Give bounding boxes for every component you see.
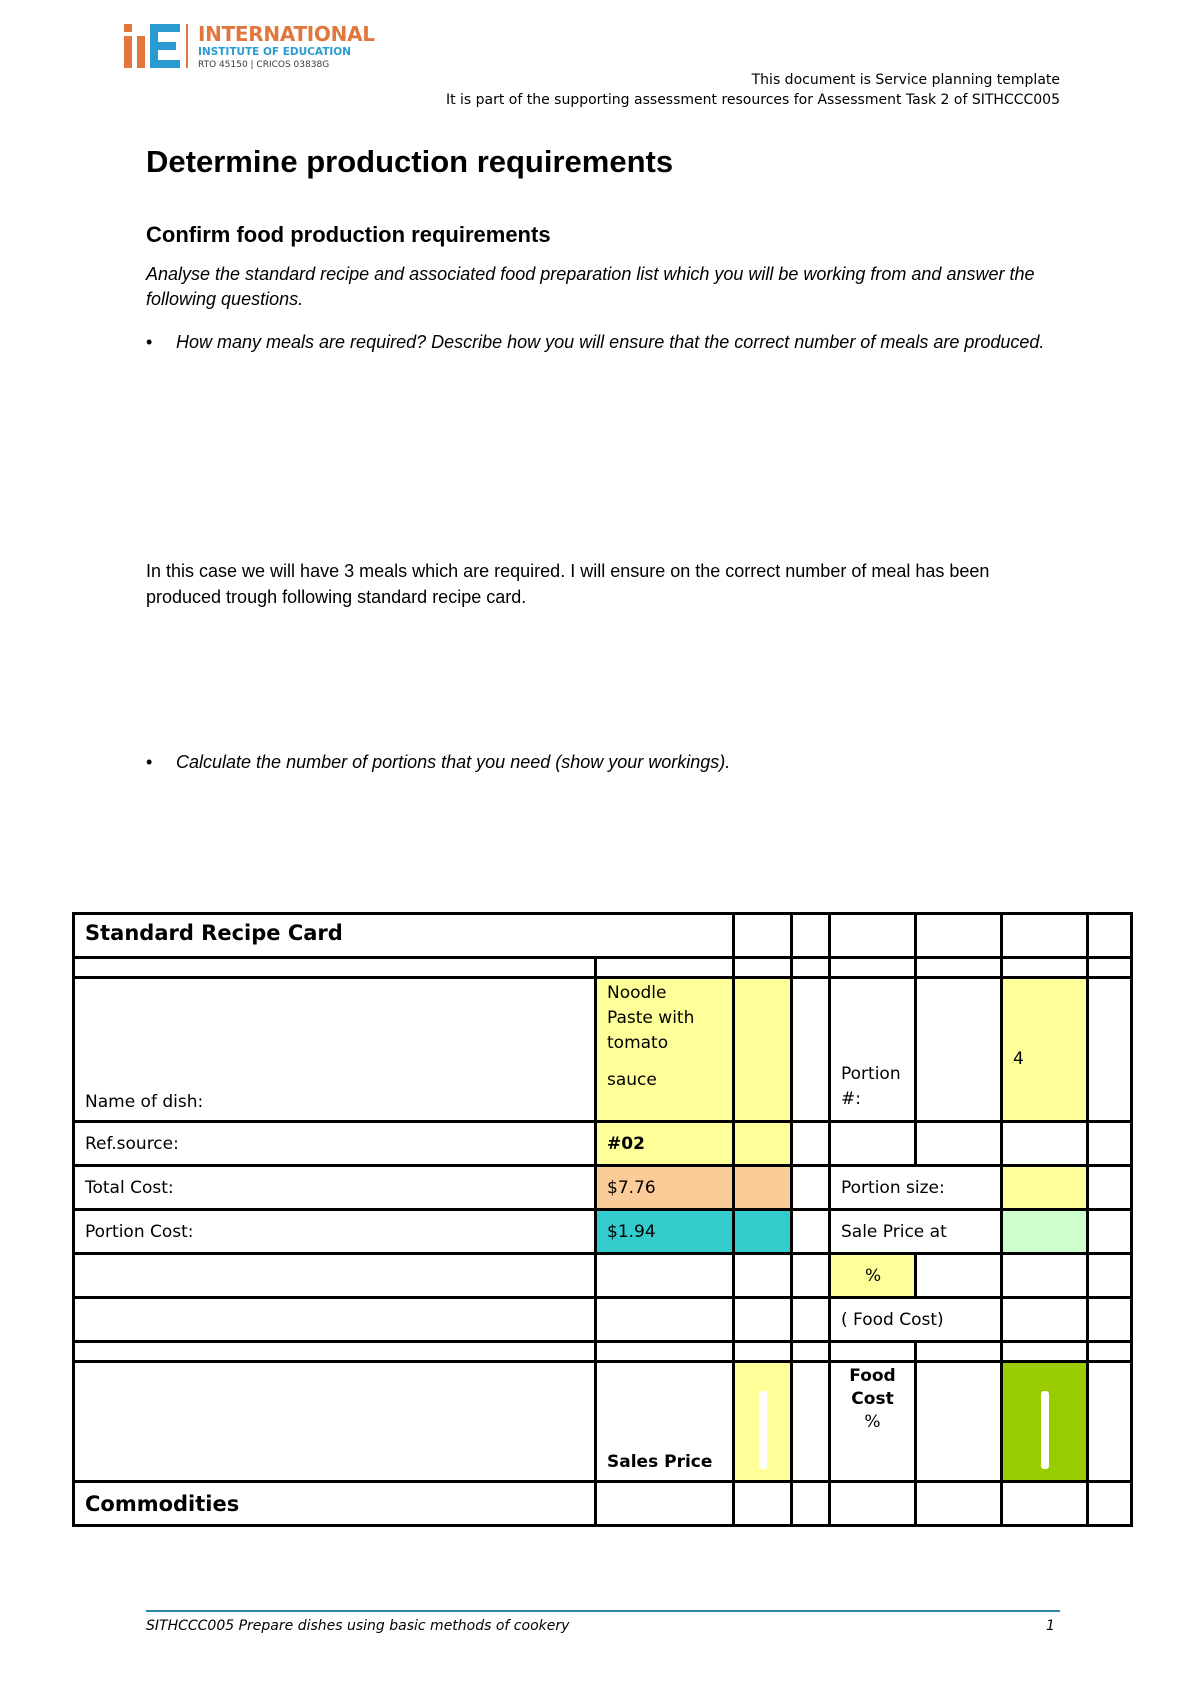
blank-cell[interactable]: [734, 1298, 792, 1342]
ref-source-row: [74, 1122, 1132, 1166]
name-of-dish-line4: sauce: [607, 1070, 657, 1090]
blank-cell: [734, 958, 792, 978]
blank-cell: [734, 1342, 792, 1362]
blank-cell[interactable]: [830, 1122, 916, 1166]
name-of-dish-line3: tomato: [607, 1033, 669, 1053]
blank-cell[interactable]: [596, 1482, 734, 1526]
section-title: Confirm food production requirements: [146, 222, 551, 247]
food-cost-percent-value[interactable]: [1002, 1362, 1088, 1482]
portion-number-value[interactable]: 4: [1002, 978, 1088, 1122]
portion-size-label: Portion size:: [830, 1166, 1002, 1210]
blank-cell[interactable]: [1088, 1362, 1132, 1482]
portion-size-value[interactable]: [1002, 1166, 1088, 1210]
blank-cell[interactable]: [1088, 1298, 1132, 1342]
portion-number-label-line1: Portion: [841, 1064, 901, 1084]
sales-price-value[interactable]: [734, 1362, 792, 1482]
blank-cell[interactable]: [792, 1166, 830, 1210]
portion-number-label: [830, 978, 916, 1122]
bullet-icon: •: [146, 752, 153, 772]
spacer-row: [74, 1342, 1132, 1362]
blank-cell[interactable]: [916, 1362, 1002, 1482]
blank-cell: [74, 958, 596, 978]
percent-input[interactable]: %: [830, 1254, 916, 1298]
ref-source-value[interactable]: #02: [596, 1122, 734, 1166]
question-2: [146, 750, 1066, 775]
blank-cell[interactable]: [1088, 1122, 1132, 1166]
document-note: [446, 70, 1060, 110]
blank-cell[interactable]: [830, 914, 916, 958]
portion-cost-label: Portion Cost:: [74, 1210, 596, 1254]
blank-cell[interactable]: [916, 1254, 1002, 1298]
blank-cell: [916, 1342, 1002, 1362]
portion-cost-value[interactable]: $1.94: [596, 1210, 734, 1254]
iie-logo-icon: [124, 22, 192, 70]
blank-cell[interactable]: [1088, 1210, 1132, 1254]
food-cost-percent-label: [830, 1362, 916, 1482]
commodities-row: [74, 1482, 1132, 1526]
bullet-icon: •: [146, 332, 153, 352]
blank-cell[interactable]: [830, 1482, 916, 1526]
blank-cell: [792, 1342, 830, 1362]
total-cost-row: [74, 1166, 1132, 1210]
name-of-dish-line2: Paste with: [607, 1008, 695, 1028]
blank-cell[interactable]: [916, 1122, 1002, 1166]
blank-cell[interactable]: [74, 1254, 596, 1298]
intro-instructions: Analyse the standard recipe and associated food preparation list which you will be working from and answer the following questions.: [146, 264, 1035, 309]
blank-cell: [74, 1342, 596, 1362]
document-note-line1: This document is Service planning template: [751, 72, 1060, 88]
blank-cell[interactable]: [596, 1254, 734, 1298]
footer-page-number: 1: [1046, 1618, 1055, 1634]
sales-price-label: Sales Price: [596, 1362, 734, 1482]
footer-rule: [146, 1610, 1060, 1612]
blank-cell: [792, 958, 830, 978]
blank-cell: [1088, 1342, 1132, 1362]
blank-cell[interactable]: [1088, 978, 1132, 1122]
name-of-dish-label: Name of dish:: [74, 978, 596, 1122]
portion-cost-row: [74, 1210, 1132, 1254]
blank-cell[interactable]: [792, 978, 830, 1122]
blank-cell[interactable]: [596, 1298, 734, 1342]
blank-cell: [830, 958, 916, 978]
blank-cell[interactable]: [74, 1298, 596, 1342]
food-cost-row: [74, 1298, 1132, 1342]
portion-number-label-line2: #:: [841, 1089, 861, 1109]
blank-cell[interactable]: [792, 914, 830, 958]
blank-cell[interactable]: [1002, 914, 1088, 958]
blank-cell[interactable]: [74, 1362, 596, 1482]
blank-cell[interactable]: [792, 1122, 830, 1166]
food-cost-percent-line1: Food: [849, 1366, 896, 1386]
blank-cell[interactable]: [1088, 914, 1132, 958]
page-title: Determine production requirements: [146, 144, 674, 179]
ref-source-label: Ref.source:: [74, 1122, 596, 1166]
blank-cell[interactable]: [792, 1254, 830, 1298]
blank-cell: [830, 1342, 916, 1362]
commodities-header: Commodities: [74, 1482, 596, 1526]
blank-cell: [1088, 958, 1132, 978]
recipe-title-row: [74, 914, 1132, 958]
blank-cell: [596, 1342, 734, 1362]
food-cost-percent-bar: [1041, 1391, 1049, 1469]
institute-logo: [124, 22, 375, 74]
blank-cell[interactable]: [792, 1362, 830, 1482]
blank-cell: [1002, 1342, 1088, 1362]
document-note-line2: It is part of the supporting assessment resources for Assessment Task 2 of SITHCCC005: [445, 92, 1060, 108]
blank-cell[interactable]: [916, 914, 1002, 958]
blank-cell[interactable]: [734, 914, 792, 958]
logo-line3: RTO 45150 | CRICOS 03838G: [198, 60, 330, 70]
percent-row: [74, 1254, 1132, 1298]
sales-price-row: [74, 1362, 1132, 1482]
blank-cell[interactable]: [734, 1482, 792, 1526]
blank-cell[interactable]: [916, 978, 1002, 1122]
spacer-row: [74, 958, 1132, 978]
total-cost-value[interactable]: $7.76: [596, 1166, 734, 1210]
answer-text[interactable]: In this case we will have 3 meals which are required. I will ensure on the correct number of meal has been produced trough following standard recipe card.: [146, 561, 990, 607]
food-cost-percent-line2: Cost: [851, 1389, 894, 1409]
blank-cell[interactable]: [734, 1210, 792, 1254]
name-of-dish-line1: Noodle: [607, 983, 667, 1003]
name-of-dish-row: [74, 978, 1132, 1122]
blank-cell[interactable]: [1002, 1482, 1088, 1526]
footer-course-title: SITHCCC005 Prepare dishes using basic methods of cookery: [146, 1618, 570, 1634]
blank-cell[interactable]: [1088, 1166, 1132, 1210]
blank-cell[interactable]: [734, 1166, 792, 1210]
question-1-text: How many meals are required? Describe how you will ensure that the correct number of meals are produced.: [176, 332, 1045, 352]
sales-price-bar: [759, 1391, 767, 1469]
blank-cell[interactable]: [1088, 1482, 1132, 1526]
food-cost-label: ( Food Cost): [830, 1298, 1002, 1342]
name-of-dish-value[interactable]: [596, 978, 734, 1122]
blank-cell[interactable]: [734, 978, 792, 1122]
blank-cell[interactable]: [1002, 1254, 1088, 1298]
sale-price-value[interactable]: [1002, 1210, 1088, 1254]
question-2-text: Calculate the number of portions that you need (show your workings).: [176, 752, 731, 772]
blank-cell[interactable]: [792, 1482, 830, 1526]
blank-cell: [596, 958, 734, 978]
question-1: [146, 330, 1066, 355]
logo-text: [198, 22, 375, 71]
blank-cell[interactable]: [1002, 1122, 1088, 1166]
total-cost-label: Total Cost:: [74, 1166, 596, 1210]
blank-cell[interactable]: [734, 1254, 792, 1298]
blank-cell: [916, 958, 1002, 978]
blank-cell[interactable]: [792, 1298, 830, 1342]
food-cost-percent-line3: %: [864, 1412, 881, 1432]
recipe-card-title: Standard Recipe Card: [74, 914, 734, 958]
logo-line1: INTERNATIONAL: [198, 22, 375, 46]
logo-line2: INSTITUTE OF EDUCATION: [198, 46, 351, 58]
sale-price-at-label: Sale Price at: [830, 1210, 1002, 1254]
blank-cell[interactable]: [1088, 1254, 1132, 1298]
blank-cell[interactable]: [1002, 1298, 1088, 1342]
blank-cell[interactable]: [734, 1122, 792, 1166]
standard-recipe-card-table: [72, 912, 1133, 1527]
blank-cell[interactable]: [916, 1482, 1002, 1526]
blank-cell: [1002, 958, 1088, 978]
blank-cell[interactable]: [792, 1210, 830, 1254]
